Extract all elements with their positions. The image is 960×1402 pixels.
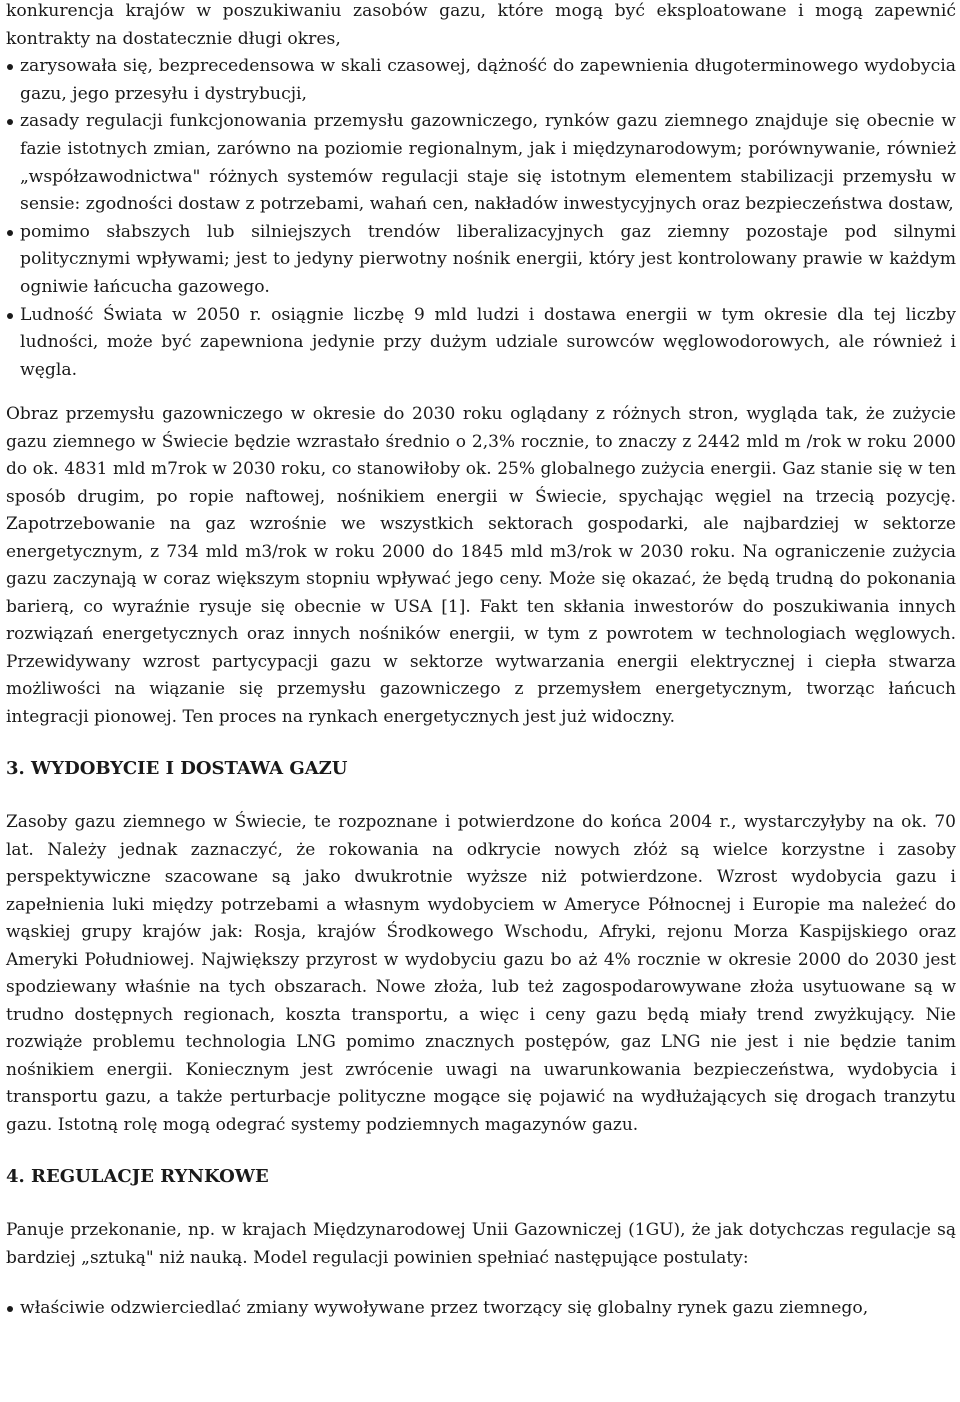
list-item: zasady regulacji funkcjonowania przemysłu gazowniczego, rynków gazu ziemnego znajduje się obecnie w fazie istotnych zmian, zarówno na poziomie regionalnym, jak i międzynarodowym; porównywanie, również „współzawodnictwa" różnych systemów regulacji staje się istotnym elementem stabilizacji przemysłu w sensie: zgodności dostaw z potrzebami, wahań cen, nakładów inwestycyjnych oraz bezpieczeństwa dostaw,	[20, 108, 956, 218]
section-heading-4: 4. REGULACJE RYNKOWE	[6, 1166, 269, 1188]
list-item: pomimo słabszych lub silniejszych trendów liberalizacyjnych gaz ziemny pozostaje pod silnymi politycznymi wpływami; jest to jedyny pierwotny nośnik energii, który jest kontrolowany prawie w każdym ogniwie łańcucha gazowego.	[20, 219, 956, 302]
section-heading-3: 3. WYDOBYCIE I DOSTAWA GAZU	[6, 758, 348, 780]
list-item: konkurencja krajów w poszukiwaniu zasobów gazu, które mogą być eksploatowane i mogą zapewnić kontrakty na dostatecznie długi okres,	[6, 1, 956, 49]
paragraph-market-regulation: Panuje przekonanie, np. w krajach Międzynarodowej Unii Gazowniczej (1GU), że jak dotychczas regulacje są bardziej „sztuką" niż nauką. Model regulacji powinien spełniać następujące postulaty:	[6, 1220, 956, 1268]
bullet-list-top	[6, 0, 956, 384]
paragraph-gas-industry-outlook: Obraz przemysłu gazowniczego w okresie do 2030 roku oglądany z różnych stron, wygląda tak, że zużycie gazu ziemnego w Świecie będzie wzrastało średnio o 2,3% rocznie, to znaczy z 2442 mld m /rok w roku 2000 do ok. 4831 mld m7rok w 2030 roku, co stanowiłoby ok. 25% globalnego zużycia energii. Gaz stanie się w ten sposób drugim, po ropie naftowej, nośnikiem energii w Świecie, spychając węgiel na trzecią pozycję. Zapotrzebowanie na gaz wzrośnie we wszystkich sektorach gospodarki, ale najbardziej w sektorze energetycznym, z 734 mld m3/rok w roku 2000 do 1845 mld m3/rok w 2030 roku. Na ograniczenie zużycia gazu zaczynają w coraz większym stopniu wpływać jego ceny. Może się okazać, że będą trudną do pokonania barierą, co wyraźnie rysuje się obecnie w USA [1]. Fakt ten skłania inwestorów do poszukiwania innych rozwiązań energetycznych oraz innych nośników energii, w tym z powrotem w technologiach węglowych. Przewidywany wzrost partycypacji gazu w sektorze wytwarzania energii elektrycznej i ciepła stwarza możliwości na wiązanie się przemysłu gazowniczego z przemysłem energetycznym, tworząc łańcuch integracji pionowej. Ten proces na rynkach energetycznych jest już widoczny.	[6, 404, 956, 727]
list-item: zarysowała się, bezprecedensowa w skali czasowej, dążność do zapewnienia długoterminowego wydobycia gazu, jego przesyłu i dystrybucji,	[20, 53, 956, 108]
list-item: właściwie odzwierciedlać zmiany wywoływane przez tworzący się globalny rynek gazu ziemnego,	[20, 1295, 956, 1322]
paragraph-gas-resources: Zasoby gazu ziemnego w Świecie, te rozpoznane i potwierdzone do końca 2004 r., wystarczyłyby na ok. 70 lat. Należy jednak zaznaczyć, że rokowania na odkrycie nowych złóż są wielce korzystne i zasoby perspektywiczne szacowane są jako dwukrotnie wyższe niż potwierdzone. Wzrost wydobycia gazu i zapełnienia luki między potrzebami a własnym wydobyciem w Ameryce Północnej i Europie ma należeć do wąskiej grupy krajów jak: Rosja, krajów Środkowego Wschodu, Afryki, rejonu Morza Kaspijskiego oraz Ameryki Południowej. Największy przyrost w wydobyciu gazu bo aż 4% rocznie w okresie 2000 do 2030 jest spodziewany właśnie na tych obszarach. Nowe złoża, lub też zagospodarowywane złoża usytuowane są w trudno dostępnych regionach, koszta transportu, a więc i ceny gazu będą miały trend zwyżkujący. Nie rozwiąże problemu technologia LNG pomimo znacznych postępów, gaz LNG nie jest i nie będzie tanim nośnikiem energii. Koniecznym jest zwrócenie uwagi na uwarunkowania bezpieczeństwa, wydobycia i transportu gazu, a także perturbacje polityczne mogące się pojawić na wydłużających się drogach tranzytu gazu. Istotną rolę mogą odegrać systemy podziemnych magazynów gazu.	[6, 812, 956, 1135]
bullet-list-bottom	[6, 1295, 956, 1322]
list-item: Ludność Świata w 2050 r. osiągnie liczbę 9 mld ludzi i dostawa energii w tym okresie dla tej liczby ludności, może być zapewniona jedynie przy dużym udziale surowców węglowodorowych, ale również i węgla.	[20, 302, 956, 385]
